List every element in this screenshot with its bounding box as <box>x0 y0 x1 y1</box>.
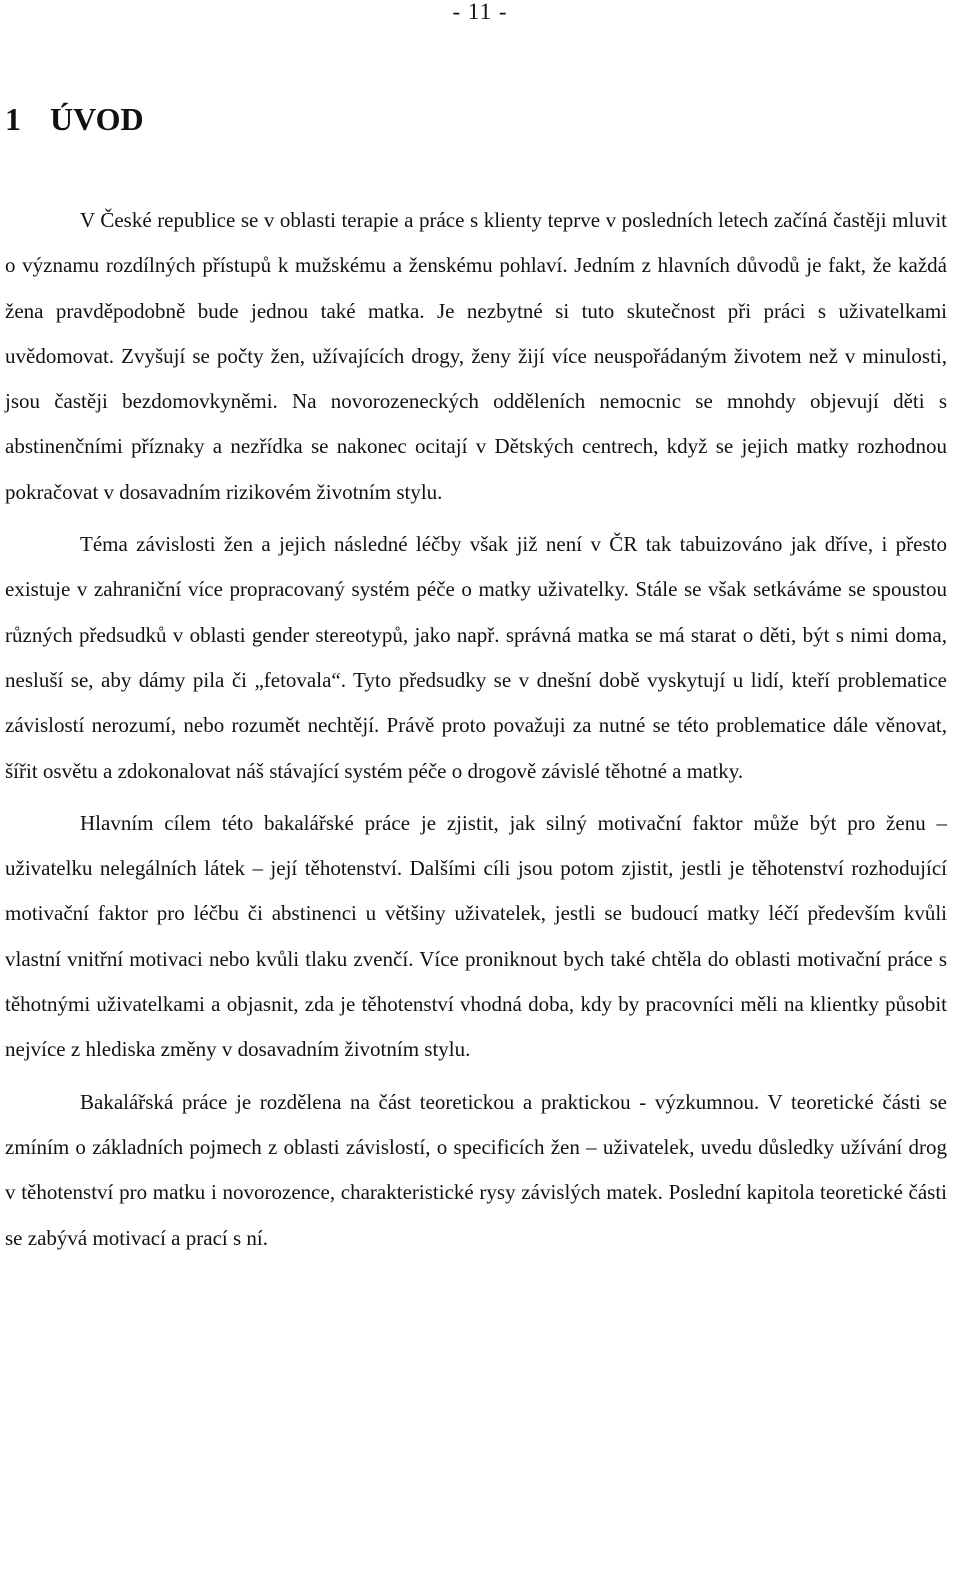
body-text <box>5 198 947 1261</box>
paragraph-3: Hlavním cílem této bakalářské práce je zjistit, jak silný motivační faktor může být pro ženu – uživatelku nelegálních látek – její těhotenství. Dalšími cíli jsou potom zjistit, jestli je těhotenství rozhodující motivační faktor pro léčbu či abstinenci u většiny uživatelek, jestli se budoucí matky léčí především kvůli vlastní vnitřní motivaci nebo kvůli tlaku zvenčí. Více proniknout bych také chtěla do oblasti motivační práce s těhotnými uživatelkami a objasnit, zda je těhotenství vhodná doba, kdy by pracovníci měli na klientky působit nejvíce z hlediska změny v dosavadním životním stylu. <box>5 810 947 1062</box>
page-number: - 11 - <box>452 0 508 24</box>
chapter-heading <box>5 97 144 141</box>
paragraph-2: Téma závislosti žen a jejich následné léčby však již není v ČR tak tabuizováno jak dříve, i přesto existuje v zahraniční více propracovaný systém péče o matky uživatelky. Stále se však setkáváme se spoustou různých předsudků v oblasti gender stereotypů, jako např. správná matka se má starat o děti, být s nimi doma, nesluší se, aby dámy pila či „fetovala“. Tyto předsudky se v dnešní době vyskytují u lidí, kteří problematice závislostí nerozumí, nebo rozumět nechtějí. Právě proto považuji za nutné se této problematice dále věnovat, šířit osvětu a zdokonalovat náš stávající systém péče o drogově závislé těhotné a matky. <box>5 532 947 783</box>
paragraph-4: Bakalářská práce je rozdělena na část teoretickou a praktickou - výzkumnou. V teoretické části se zmíním o základních pojmech z oblasti závislostí, o specificích žen – uživatelek, uvedu důsledky užívání drog v těhotenství pro matku i novorozence, charakteristické rysy závislých matek. Poslední kapitola teoretické části se zabývá motivací a prací s ní. <box>5 1089 947 1250</box>
chapter-title: ÚVOD <box>50 101 144 137</box>
chapter-number: 1 <box>5 101 21 137</box>
paragraph-1: V České republice se v oblasti terapie a práce s klienty teprve v posledních letech začíná častěji mluvit o významu rozdílných přístupů k mužskému a ženskému pohlaví. Jedním z hlavních důvodů je fakt, že každá žena pravděpodobně bude jednou také matka. Je nezbytné si tuto skutečnost při práci s uživatelkami uvědomovat. Zvyšují se počty žen, užívajících drogy, ženy žijí více neuspořádaným životem než v minulosti, jsou častěji bezdomovkyněmi. Na novorozeneckých odděleních nemocnic se mnohdy objevují děti s abstinenčními příznaky a nezřídka se nakonec ocitají v Dětských centrech, když se jejich matky rozhodnou pokračovat v dosavadním rizikovém životním stylu. <box>5 208 947 504</box>
